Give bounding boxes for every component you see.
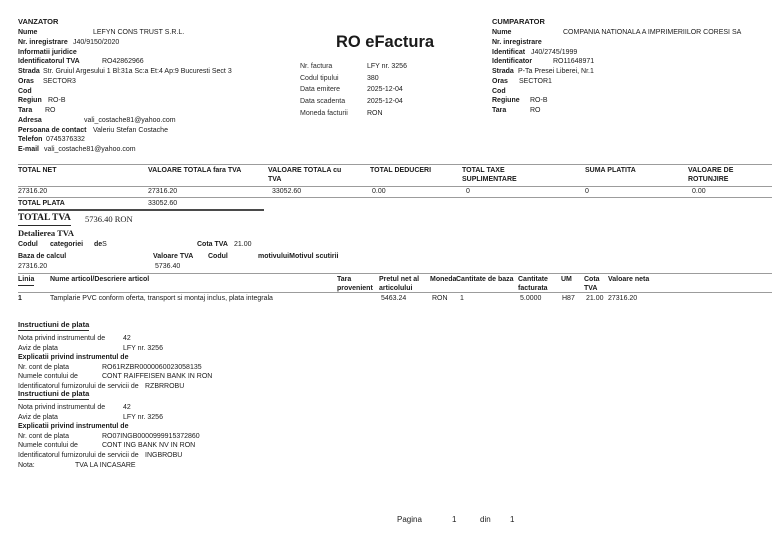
field-row	[18, 106, 288, 116]
total-cu-tva-value: 33052.60	[272, 188, 302, 195]
field-row	[18, 38, 288, 48]
item-currency: RON	[432, 295, 448, 302]
field-label: Nota privind instrumentul de	[18, 404, 106, 411]
field-label: Persoana de contact	[18, 126, 87, 134]
field-row	[300, 61, 470, 73]
total-net-value: 27316.20	[18, 188, 48, 195]
page-footer-label: Pagina	[397, 515, 422, 524]
item-base-qty: 1	[460, 295, 464, 302]
seller-heading: VANZATOR	[18, 17, 59, 26]
field-label: Identificator	[492, 58, 533, 66]
table-border	[18, 164, 772, 165]
field-row	[18, 353, 448, 363]
column-header: Pretul net al articolului	[379, 276, 420, 292]
field-value: Str. Gruiul Argesului 1 Bl:31a Sc:a Et:4 Ap:9 Bucuresti Sect 3	[43, 68, 232, 75]
field-row	[18, 363, 448, 373]
item-net-value: 27316.20	[608, 295, 638, 302]
field-row	[18, 67, 288, 77]
field-row	[492, 57, 777, 67]
field-row	[18, 96, 288, 106]
field-value: RO-B	[48, 97, 66, 105]
field-row	[18, 461, 448, 471]
column-header: UM	[561, 276, 572, 283]
buyer-section	[492, 16, 777, 116]
field-label: Numele contului de	[18, 442, 78, 450]
field-row	[18, 77, 288, 87]
field-label: Nume	[18, 29, 38, 36]
field-label: Aviz de plata	[18, 344, 58, 352]
field-value: vali_costache81@yahoo.com	[44, 146, 136, 153]
field-label: Informatii juridice	[18, 48, 77, 56]
field-value: RO11648971	[553, 58, 595, 66]
field-row	[18, 413, 448, 423]
field-row	[300, 84, 470, 96]
field-label: Identificatorul furnizorului de servicii de	[18, 382, 139, 390]
field-row	[18, 57, 288, 67]
invoice-header-section	[300, 33, 470, 119]
field-label: Nr. factura	[300, 63, 333, 70]
field-row	[300, 96, 470, 108]
field-value: INGBROBU	[145, 451, 183, 459]
column-header: Valoare TVA	[153, 253, 194, 260]
column-header: Baza de calcul	[18, 253, 67, 260]
field-label: Tara	[18, 107, 33, 114]
tva-category-value	[94, 240, 107, 249]
column-header: Codul	[208, 253, 228, 260]
field-label: Nota:	[18, 461, 35, 469]
field-value: 0745376332	[46, 136, 85, 144]
column-header: Valoare neta	[608, 276, 650, 283]
field-value: RO-B	[530, 97, 548, 105]
payment-section	[18, 383, 448, 470]
field-value: RZBRROBU	[145, 382, 185, 390]
column-header: Cantitate de baza	[456, 276, 514, 283]
field-row	[18, 344, 448, 354]
field-label: Nr. inregistrare	[18, 38, 68, 46]
field-row	[492, 77, 777, 87]
field-row	[18, 451, 448, 461]
field-row	[492, 106, 777, 116]
field-row	[300, 73, 470, 85]
valoare-rotunjire-value: 0.00	[692, 188, 706, 195]
field-label: Tara	[492, 107, 507, 114]
field-row	[492, 28, 777, 38]
column-header: TOTAL TAXE SUPLIMENTARE	[462, 167, 517, 183]
field-label: Telefon	[18, 136, 43, 144]
field-row	[18, 48, 288, 58]
item-net-price: 5463.24	[381, 295, 407, 302]
column-header: Cota TVA	[584, 276, 600, 292]
field-label: Cod	[18, 87, 32, 95]
field-label: Strada	[18, 68, 40, 75]
field-value: LFY nr. 3256	[367, 63, 407, 70]
page-total: 1	[510, 515, 515, 524]
field-value: vali_costache81@yahoo.com	[84, 116, 176, 124]
tva-category-label: categoriei	[50, 241, 84, 248]
item-vat-rate: 21.00	[586, 295, 604, 302]
field-row	[18, 372, 448, 382]
table-border	[18, 292, 772, 293]
suma-platita-value: 0	[585, 188, 589, 195]
table-border	[18, 273, 772, 274]
tva-detail-heading: Detalierea TVA	[18, 228, 74, 238]
field-value: 2025-12-04	[367, 86, 403, 94]
field-row	[492, 96, 777, 106]
field-label: Explicatii privind instrumentul de	[18, 354, 129, 362]
field-label: Data emitere	[300, 86, 341, 94]
field-value: 2025-12-04	[367, 98, 403, 106]
column-header: VALOARE TOTALA cu TVA	[268, 167, 342, 183]
field-value: P-Ta Presei Liberei, Nr.1	[518, 68, 594, 75]
field-label: Adresa	[18, 116, 42, 124]
page-footer-separator: din	[480, 515, 491, 524]
field-row	[492, 48, 777, 58]
cota-tva-label: Cota TVA	[197, 241, 228, 248]
field-row	[18, 145, 288, 155]
field-label: Nr. cont de plata	[18, 432, 69, 440]
column-header: TOTAL NET	[18, 167, 57, 174]
field-row	[18, 116, 288, 126]
field-label: Identificatorul TVA	[18, 58, 80, 66]
field-label: Regiune	[492, 97, 520, 105]
table-border-thick	[18, 209, 264, 211]
column-header: Tara provenient	[337, 276, 373, 292]
item-line-number: 1	[18, 295, 22, 302]
field-label: Nr. inregistrare	[492, 38, 542, 46]
field-value: RO	[45, 107, 56, 114]
field-row	[18, 126, 288, 136]
field-label: Nota privind instrumentul de	[18, 335, 106, 342]
page-number: 1	[452, 515, 457, 524]
field-value: 42	[123, 404, 131, 411]
column-header: Linia	[18, 276, 34, 286]
field-label: Identificat	[492, 48, 526, 56]
total-taxe-value: 0	[466, 188, 470, 195]
field-label: Moneda facturii	[300, 109, 348, 117]
field-label: Identificatorul furnizorului de servicii de	[18, 451, 139, 459]
field-row	[300, 108, 470, 120]
field-label: Aviz de plata	[18, 413, 58, 421]
field-label: Data scadenta	[300, 98, 346, 106]
column-header: SUMA PLATITA	[585, 167, 636, 174]
field-label: Nr. cont de plata	[18, 363, 69, 371]
field-label: Nume	[492, 29, 512, 36]
buyer-heading: CUMPARATOR	[492, 17, 545, 26]
total-plata-value: 33052.60	[148, 200, 178, 207]
field-label: Cod	[492, 87, 506, 95]
table-border	[18, 197, 772, 198]
tva-amount-value: 5736.40	[155, 263, 181, 270]
field-value: J40/9150/2020	[73, 38, 120, 46]
tva-category-label: de	[94, 241, 103, 248]
field-value: COMPANIA NATIONALA A IMPRIMERIILOR CORESI SA	[563, 29, 742, 36]
field-label: Explicatii privind instrumentul de	[18, 423, 129, 431]
field-value: Valeriu Stefan Costache	[93, 126, 168, 134]
field-value: SECTOR1	[519, 77, 552, 85]
payment-heading: Instructiuni de plata	[18, 389, 90, 398]
field-value: J40/2745/1999	[531, 48, 578, 56]
column-header: VALOARE TOTALA fara TVA	[148, 167, 242, 174]
tva-base-value: 27316.20	[18, 263, 48, 270]
field-value: TVA LA INCASARE	[75, 461, 136, 469]
field-row	[492, 87, 777, 97]
total-plata-label: TOTAL PLATA	[18, 200, 65, 207]
payment-heading: Instructiuni de plata	[18, 320, 90, 329]
total-fara-tva-value: 27316.20	[148, 188, 178, 195]
field-label: E-mail	[18, 146, 40, 153]
column-header: Nume articol/Descriere articol	[50, 276, 150, 283]
seller-section	[18, 16, 288, 155]
total-deduceri-value: 0.00	[372, 188, 386, 195]
tva-category-label: Codul	[18, 241, 38, 248]
field-value: LFY nr. 3256	[123, 413, 163, 421]
field-value: RO07INGB0000999915372860	[102, 432, 200, 440]
field-value: RON	[367, 109, 383, 117]
field-row	[492, 67, 777, 77]
totals-table	[18, 164, 772, 216]
field-value: CONT ING BANK NV IN RON	[102, 442, 196, 450]
column-header: Moneda	[430, 276, 457, 283]
total-tva-label: TOTAL TVA	[18, 213, 71, 226]
field-row	[18, 87, 288, 97]
column-header: motivuluiMotivul scutirii	[258, 253, 339, 260]
item-unit: H87	[562, 295, 575, 302]
table-border	[18, 186, 772, 187]
total-tva-value: 5736.40 RON	[85, 214, 133, 224]
field-value: CONT RAIFFEISEN BANK IN RON	[102, 373, 213, 381]
field-label: Regiun	[18, 97, 42, 105]
field-value: RO	[530, 107, 541, 114]
field-value: RO61RZBR0000060023058135	[102, 363, 202, 371]
field-label: Strada	[492, 68, 514, 75]
column-header: Cantitate facturata	[518, 276, 548, 292]
field-value: 42	[123, 335, 131, 342]
field-row	[18, 28, 288, 38]
field-value: RO42862966	[102, 58, 144, 66]
field-label: Codul tipului	[300, 74, 339, 82]
field-row	[492, 38, 777, 48]
item-description: Tamplarie PVC conform oferta, transport si montaj inclus, plata integrala	[50, 295, 273, 302]
field-row	[18, 334, 448, 344]
field-value: 380	[367, 74, 379, 82]
page-title: RO eFactura	[335, 33, 435, 51]
field-value: LFY nr. 3256	[123, 344, 163, 352]
field-row	[18, 135, 288, 145]
field-row	[18, 403, 448, 413]
field-row	[18, 432, 448, 442]
field-row	[18, 441, 448, 451]
field-label: Oras	[18, 77, 34, 85]
column-header: VALOARE DE ROTUNJIRE	[688, 167, 734, 183]
payment-section	[18, 314, 448, 392]
field-label: Numele contului de	[18, 373, 78, 381]
field-label: Oras	[492, 77, 508, 85]
column-header: TOTAL DEDUCERI	[370, 167, 432, 174]
field-value: SECTOR3	[43, 77, 76, 85]
cota-tva-value: 21.00	[234, 241, 252, 248]
tva-category-code: S	[102, 241, 107, 248]
field-row	[18, 422, 448, 432]
field-value: LEFYN CONS TRUST S.R.L.	[93, 29, 185, 36]
items-table	[18, 273, 772, 307]
item-invoiced-qty: 5.0000	[520, 295, 542, 302]
